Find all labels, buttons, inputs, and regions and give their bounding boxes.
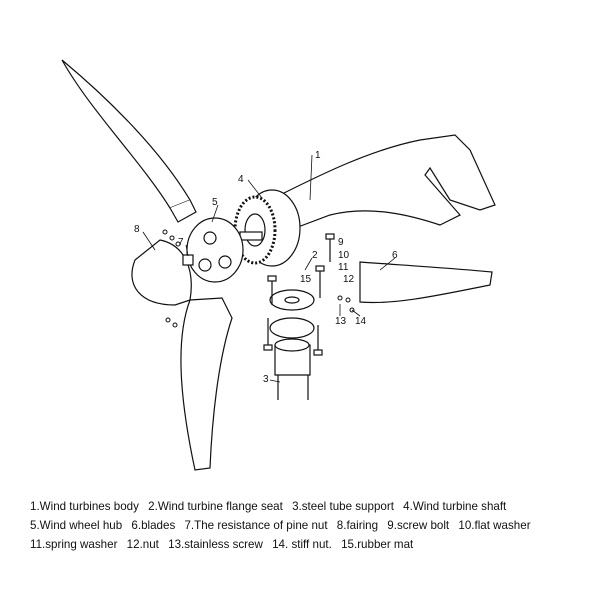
- callout-5: 5: [212, 197, 218, 208]
- legend-item: 7.The resistance of pine nut: [184, 519, 328, 532]
- legend-item: 4.Wind turbine shaft: [403, 500, 507, 513]
- legend-line-1: [30, 497, 590, 516]
- callout-10: 10: [338, 250, 350, 261]
- callout-6: 6: [392, 250, 398, 261]
- callout-3: 3: [263, 374, 269, 385]
- hub-hole-c: [199, 259, 211, 271]
- callout-2: 2: [312, 250, 318, 261]
- callout-12: 12: [343, 274, 355, 285]
- hub-hole-a: [204, 232, 216, 244]
- pine-nut: [183, 255, 193, 265]
- legend-item: 6.blades: [131, 519, 176, 532]
- hub-hole-b: [219, 256, 231, 268]
- wind-wheel-hub: [187, 218, 243, 282]
- legend-item: 9.screw bolt: [387, 519, 450, 532]
- legend-item: 14. stiff nut.: [272, 538, 332, 551]
- legend-item: 12.nut: [126, 538, 159, 551]
- legend-item: 1.Wind turbines body: [30, 500, 139, 513]
- legend-line-2: [30, 516, 590, 535]
- legend-item: 13.stainless screw: [168, 538, 263, 551]
- tube-lower: [278, 375, 308, 400]
- blade-upper: [62, 60, 190, 208]
- legend-item: 15.rubber mat: [341, 538, 414, 551]
- blade-right: [360, 262, 492, 303]
- legend-item: 8.fairing: [336, 519, 379, 532]
- callout-9: 9: [338, 237, 344, 248]
- mount-plate: [270, 318, 314, 338]
- callout-4: 4: [238, 174, 244, 185]
- blade-lower: [181, 298, 232, 470]
- callout-14: 14: [355, 316, 367, 327]
- fairing: [132, 240, 191, 305]
- turbine-body: [280, 135, 495, 230]
- callout-1: 1: [315, 150, 321, 161]
- flange-hole: [285, 297, 299, 303]
- callout-15: 15: [300, 274, 312, 285]
- legend-line-3: [30, 535, 590, 554]
- legend-item: 10.flat washer: [458, 519, 531, 532]
- legend-item: 5.Wind wheel hub: [30, 519, 123, 532]
- wind-turbine-shaft: [240, 232, 262, 240]
- legend-item: 3.steel tube support: [292, 500, 394, 513]
- callout-13: 13: [335, 316, 347, 327]
- callout-7: 7: [178, 237, 184, 248]
- tube-top: [275, 339, 309, 351]
- legend-item: 2.Wind turbine flange seat: [148, 500, 283, 513]
- legend-item: 11.spring washer: [30, 538, 118, 551]
- drum-center: [245, 214, 265, 246]
- callout-11: 11: [338, 262, 349, 273]
- parts-legend: [30, 497, 590, 554]
- callout-8: 8: [134, 224, 140, 235]
